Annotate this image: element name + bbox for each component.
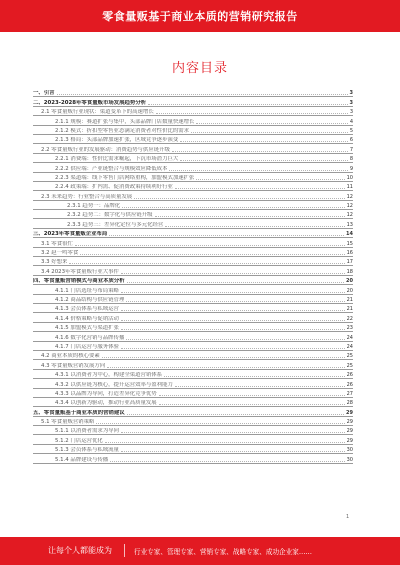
toc-leader-dots bbox=[156, 112, 348, 114]
report-title: 零食量贩基于商业本质的营销研究报告 bbox=[102, 10, 298, 23]
toc-entry[interactable] bbox=[33, 154, 353, 163]
toc-entry-page: 30 bbox=[346, 447, 353, 454]
toc-entry-page: 11 bbox=[346, 184, 353, 191]
toc-leader-dots bbox=[121, 450, 345, 452]
toc-entry[interactable] bbox=[33, 116, 353, 125]
toc-leader-dots bbox=[191, 131, 348, 133]
toc-entry[interactable] bbox=[33, 342, 353, 351]
toc-leader-dots bbox=[75, 244, 345, 246]
toc-leader-dots bbox=[165, 225, 344, 227]
toc-entry-page: 12 bbox=[346, 193, 353, 200]
toc-entry-label: 4.1.2 商品结构与供应链管理 bbox=[55, 296, 125, 303]
toc-leader-dots bbox=[69, 262, 344, 264]
toc-leader-dots bbox=[155, 215, 345, 217]
toc-entry-label: 2.3.3 趋势三：差异化定位与多元化经营 bbox=[67, 221, 164, 228]
toc-entry-page: 4 bbox=[349, 118, 353, 125]
toc-entry-label: 四、零食量贩营销模式与商业本质分析 bbox=[33, 278, 125, 285]
toc-entry[interactable] bbox=[33, 398, 353, 407]
toc-entry[interactable] bbox=[33, 219, 353, 228]
toc-entry-label: 3.3 好想来 bbox=[41, 259, 68, 266]
toc-entry-label: 2.3.1 趋势一：品牌化 bbox=[67, 203, 121, 210]
toc-leader-dots bbox=[196, 178, 344, 180]
toc-leader-dots bbox=[126, 338, 344, 340]
toc-leader-dots bbox=[121, 291, 345, 293]
toc-leader-dots bbox=[102, 356, 345, 358]
toc-entry[interactable] bbox=[33, 210, 353, 219]
toc-entry[interactable] bbox=[33, 173, 353, 182]
toc-leader-dots bbox=[196, 122, 347, 124]
toc-entry-label: 4.1.1 门店选址与布局策略 bbox=[55, 287, 119, 294]
toc-entry-label: 5.1.3 会员体系与私域流量 bbox=[55, 447, 119, 454]
toc-entry-page: 16 bbox=[346, 250, 353, 257]
toc-entry[interactable] bbox=[33, 417, 353, 426]
toc-leader-dots bbox=[121, 347, 345, 349]
toc-entry[interactable] bbox=[33, 88, 353, 97]
toc-entry-label: 5.1.1 以消费者需求为导向 bbox=[55, 428, 119, 435]
toc-leader-dots bbox=[164, 375, 345, 377]
toc-entry[interactable] bbox=[33, 295, 353, 304]
toc-entry-label: 4.1.4 价格策略与促销活动 bbox=[55, 315, 119, 322]
toc-leader-dots bbox=[127, 413, 344, 415]
toc-entry-page: 29 bbox=[346, 428, 353, 435]
toc-entry-page: 12 bbox=[346, 203, 353, 210]
toc-entry-label: 2.2 零食量贩行业的发展驱动：消费趋势与供应链升级 bbox=[41, 146, 170, 153]
toc-entry-label: 一、引言 bbox=[33, 90, 55, 97]
toc-entry-label: 3.1 零食很忙 bbox=[41, 240, 73, 247]
toc-entry[interactable] bbox=[33, 229, 353, 238]
toc-entry[interactable] bbox=[33, 370, 353, 379]
toc-entry[interactable] bbox=[33, 389, 353, 398]
toc-entry[interactable] bbox=[33, 435, 353, 444]
toc-entry-page: 27 bbox=[346, 390, 353, 397]
toc-entry[interactable] bbox=[33, 276, 353, 285]
toc-entry-label: 2.2.2 供应端：产业链整合与规模效应降低成本 bbox=[55, 165, 168, 172]
toc-leader-dots bbox=[148, 103, 347, 105]
toc-entry-label: 2.1.2 模式：折扣型零售业态满足消费者对性价比的需求 bbox=[55, 127, 190, 134]
toc-entry-page: 29 bbox=[346, 437, 353, 444]
toc-entry[interactable] bbox=[33, 163, 353, 172]
toc-entry[interactable] bbox=[33, 144, 353, 153]
toc-entry[interactable] bbox=[33, 266, 353, 275]
toc-entry[interactable] bbox=[33, 379, 353, 388]
toc-entry-page: 23 bbox=[346, 325, 353, 332]
toc-entry-page: 24 bbox=[346, 334, 353, 341]
toc-entry-label: 2.1.3 格局：头部品牌加速扩张，区域竞争逐步演变 bbox=[55, 137, 179, 144]
toc-entry[interactable] bbox=[33, 238, 353, 247]
toc-entry[interactable] bbox=[33, 97, 353, 106]
toc-entry-label: 5.1.2 门店运营优化 bbox=[55, 437, 103, 444]
toc-entry-label: 2.3 未来趋势：行业整合与高质量发展 bbox=[41, 193, 133, 200]
toc-entry-page: 29 bbox=[346, 419, 353, 426]
toc-entry-label: 4.3.2 以供应链为核心，提升运营效率与盈利能力 bbox=[55, 381, 173, 388]
toc-entry-page: 20 bbox=[346, 287, 353, 294]
toc-entry-label: 4.3.3 以品牌为导向，打造差异化竞争优势 bbox=[55, 390, 157, 397]
toc-entry-page: 6 bbox=[349, 137, 353, 144]
toc-entry-page: 29 bbox=[346, 409, 353, 416]
toc-entry-label: 三、2023年零食量贩企业布局 bbox=[33, 231, 108, 238]
toc-entry-page: 21 bbox=[346, 296, 353, 303]
toc-entry[interactable] bbox=[33, 351, 353, 360]
toc-entry-page: 24 bbox=[346, 343, 353, 350]
toc-entry-page: 20 bbox=[346, 278, 353, 285]
toc-entry-page: 14 bbox=[346, 231, 353, 238]
page-number: 1 bbox=[346, 514, 350, 520]
toc-leader-dots bbox=[122, 206, 344, 208]
toc-entry-page: 12 bbox=[346, 212, 353, 219]
toc-entry[interactable] bbox=[33, 445, 353, 454]
toc-leader-dots bbox=[134, 197, 344, 199]
toc-leader-dots bbox=[121, 328, 345, 330]
toc-entry-page: 30 bbox=[346, 456, 353, 463]
toc-leader-dots bbox=[105, 441, 345, 443]
toc-entry[interactable] bbox=[33, 135, 353, 144]
footer-tagline: 行业专家、管理专家、营销专家、战略专家、成功企业家…… bbox=[134, 548, 313, 556]
toc-entry-page: 8 bbox=[349, 156, 353, 163]
toc-leader-dots bbox=[169, 169, 347, 171]
toc-entry[interactable] bbox=[33, 182, 353, 191]
toc-leader-dots bbox=[121, 309, 345, 311]
toc-leader-dots bbox=[180, 140, 348, 142]
toc-entry-label: 2.2.3 渠道端：线下零售门店网络重构，加盟模式加速扩张 bbox=[55, 174, 195, 181]
toc-entry[interactable] bbox=[33, 285, 353, 294]
toc-leader-dots bbox=[57, 93, 348, 95]
toc-leader-dots bbox=[180, 159, 348, 161]
toc-entry[interactable] bbox=[33, 191, 353, 200]
toc-entry-label: 4.3.4 以创新为驱动，推动行业高质量发展 bbox=[55, 400, 157, 407]
toc-entry[interactable] bbox=[33, 332, 353, 341]
toc-leader-dots bbox=[121, 319, 345, 321]
toc-entry-label: 二、2023-2028年零食量贩市场发展趋势分析 bbox=[33, 99, 147, 106]
toc-leader-dots bbox=[159, 394, 345, 396]
toc-entry-page: 13 bbox=[346, 221, 353, 228]
toc-entry-page: 3 bbox=[349, 109, 353, 116]
toc-leader-dots bbox=[175, 187, 345, 189]
toc-entry[interactable] bbox=[33, 107, 353, 116]
toc-leader-dots bbox=[107, 366, 344, 368]
toc-entry-page: 15 bbox=[346, 240, 353, 247]
toc-entry-page: 9 bbox=[349, 165, 353, 172]
toc-entry-label: 2.3.2 趋势二：数字化与供应链升级 bbox=[67, 212, 153, 219]
toc-entry-label: 4.1.6 数字化营销与品牌传播 bbox=[55, 334, 125, 341]
toc-entry[interactable] bbox=[33, 407, 353, 416]
toc-entry-page: 25 bbox=[346, 353, 353, 360]
toc-entry-page: 26 bbox=[346, 372, 353, 379]
toc-leader-dots bbox=[109, 234, 344, 236]
toc-entry[interactable] bbox=[33, 201, 353, 210]
toc-entry-label: 5.1 零食量贩营销策略 bbox=[41, 419, 95, 426]
toc-entry-page: 18 bbox=[346, 268, 353, 275]
toc-entry-page: 22 bbox=[346, 315, 353, 322]
table-of-contents bbox=[33, 88, 353, 464]
toc-entry[interactable] bbox=[33, 257, 353, 266]
toc-entry-label: 2.2.1 消费端：性价比需求崛起，下沉市场潜力巨大 bbox=[55, 156, 179, 163]
toc-entry-label: 4.3.1 以消费者为中心，构建全渠道营销体系 bbox=[55, 372, 163, 379]
toc-leader-dots bbox=[121, 272, 345, 274]
toc-leader-dots bbox=[175, 385, 345, 387]
toc-entry-label: 4.3 零食量贩营销发展方向 bbox=[41, 362, 106, 369]
toc-entry[interactable] bbox=[33, 323, 353, 332]
toc-leader-dots bbox=[159, 403, 345, 405]
toc-entry-label: 3.2 赵一鸣零食 bbox=[41, 250, 79, 257]
toc-entry-page: 28 bbox=[346, 400, 353, 407]
toc-entry-page: 3 bbox=[349, 90, 353, 97]
toc-entry-label: 2.1.1 规模：赛道扩张与集中，头部品牌门店数量快速增长 bbox=[55, 118, 195, 125]
footer-slogan: 让每个人都能成为 bbox=[48, 546, 112, 555]
toc-entry-label: 2.1 零食量贩行业现状：渠道变革下的高速增长 bbox=[41, 109, 154, 116]
toc-heading: 内容目录 bbox=[171, 61, 228, 76]
toc-leader-dots bbox=[172, 150, 348, 152]
toc-entry-label: 4.1.3 会员体系与私域运营 bbox=[55, 306, 119, 313]
toc-entry[interactable] bbox=[33, 126, 353, 135]
toc-leader-dots bbox=[80, 253, 344, 255]
toc-entry[interactable] bbox=[33, 454, 353, 463]
toc-entry-label: 4.2 商业本质的核心要素 bbox=[41, 353, 100, 360]
toc-entry-page: 5 bbox=[349, 127, 353, 134]
toc-entry-page: 26 bbox=[346, 381, 353, 388]
footer-divider bbox=[124, 544, 125, 557]
toc-entry[interactable] bbox=[33, 360, 353, 369]
toc-entry-page: 10 bbox=[346, 174, 353, 181]
footer-bar bbox=[0, 537, 400, 565]
toc-leader-dots bbox=[127, 281, 344, 283]
toc-entry-page: 17 bbox=[346, 259, 353, 266]
toc-entry-page: 3 bbox=[349, 99, 353, 106]
toc-leader-dots bbox=[96, 422, 344, 424]
toc-entry-label: 5.1.4 品牌建设与传播 bbox=[55, 456, 109, 463]
toc-entry-page: 21 bbox=[346, 306, 353, 313]
toc-entry-page: 7 bbox=[349, 146, 353, 153]
toc-entry-page: 25 bbox=[346, 362, 353, 369]
toc-entry[interactable] bbox=[33, 248, 353, 257]
report-header-bar bbox=[0, 0, 400, 32]
toc-entry[interactable] bbox=[33, 426, 353, 435]
toc-entry-label: 2.2.4 政策端：扩内需、促消费政策持续利好行业 bbox=[55, 184, 173, 191]
toc-leader-dots bbox=[110, 460, 344, 462]
toc-entry-label: 4.1.7 门店运营与服务体验 bbox=[55, 343, 119, 350]
toc-entry[interactable] bbox=[33, 304, 353, 313]
toc-leader-dots bbox=[126, 300, 344, 302]
toc-entry-label: 4.1.5 加盟模式与渠道扩张 bbox=[55, 325, 119, 332]
toc-entry-label: 3.4 2023年零食量贩行业大事件 bbox=[41, 268, 119, 275]
toc-entry-label: 五、零食量贩基于商业本质的营销建议 bbox=[33, 409, 125, 416]
toc-entry[interactable] bbox=[33, 313, 353, 322]
toc-leader-dots bbox=[121, 431, 345, 433]
